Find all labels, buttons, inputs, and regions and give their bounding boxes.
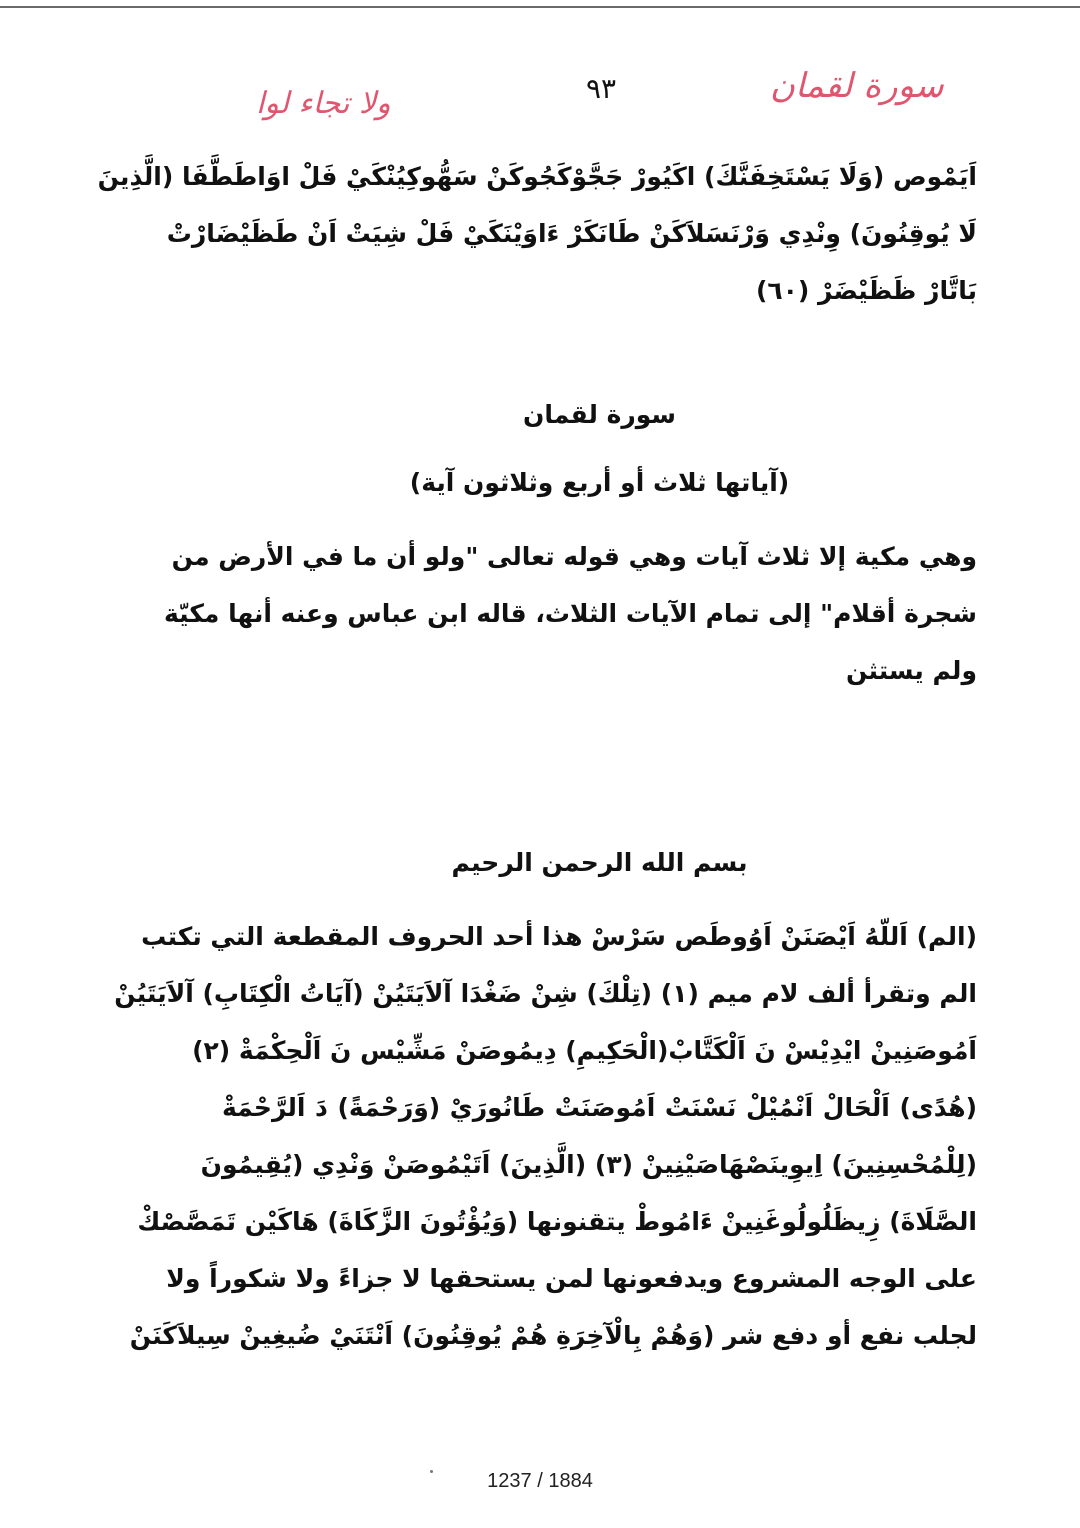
- text-line: على الوجه المشروع ويدفعونها لمن يستحقها لا جزاءً ولا شكوراً ولا: [166, 1264, 977, 1293]
- handwritten-margin-note: ولا تجاء لوا: [256, 86, 391, 121]
- surah-title: سورة لقمان: [523, 400, 676, 429]
- intro-paragraph: [163, 528, 977, 699]
- handwritten-surah-note: سورة لقمان: [770, 66, 944, 106]
- text-line: شجرة أقلام" إلى تمام الآيات الثلاث، قاله ابن عباس وعنه أنها مكيّة: [163, 599, 977, 628]
- page-indicator: 1237 / 1884: [487, 1470, 593, 1492]
- text-line: الم وتقرأ ألف لام ميم (١) (تِلْكَ) شِنْ ضَغْدَا آلاَيَتَيُنْ (آيَاتُ الْكِتَابِ) آلاَيَتَيُنْ: [114, 979, 977, 1008]
- main-paragraph: [114, 908, 977, 1364]
- basmala-heading: بسم الله الرحمن الرحيم: [451, 848, 748, 877]
- text-line: الصَّلَاةَ) زِيظَلُولُوغَنِينْ ءَامُوطْ يتقنونها (وَيُؤْتُونَ الزَّكَاةَ) هَاكَيْن تَمَصَّصْكْ: [137, 1207, 977, 1236]
- text-line: ولم يستثن: [846, 656, 977, 685]
- text-line: (لِلْمُحْسِنِينَ) اِيوِينَصْهَاصَيْنِينْ (٣) (الَّذِينَ) اَتَيْمُوصَنْ وَنْدِي (يُقِيمُونَ: [200, 1150, 977, 1179]
- text-line: لجلب نفع أو دفع شر (وَهُمْ بِالْآخِرَةِ هُمْ يُوقِنُونَ) اَنْتَنَيْ ضُيغِينْ سِيلاَكَنَنْ: [129, 1321, 977, 1350]
- text-line: وهي مكية إلا ثلاث آيات وهي قوله تعالى "ولو أن ما في الأرض من: [171, 542, 977, 571]
- text-line: اَمُوصَنِينْ ايْدِيْسْ نَ اَلْكَتَّابْ(الْحَكِيمِ) دِيمُوصَنْ مَشِّيْس نَ اَلْحِكْمَةْ (٢): [192, 1036, 977, 1065]
- text-line: بَاتَّارْ ظَظَيْضَرْ (٦٠): [755, 276, 977, 305]
- text-line: (هُدًى) اَلْحَالْ اَنْمُيْلْ نَسْنَتْ اَمُوصَنَتْ طَانُورَيْ (وَرَحْمَةً) دَ اَلرَّحْمَةْ: [222, 1093, 977, 1122]
- top-paragraph: [97, 148, 977, 319]
- text-line: لَا يُوقِنُونَ) وِنْدِي وَرْنَسَلاَكَنْ طَانَكَرْ ءَاوَيْنَكَيْ فَلْ شِيَتْ اَنْ طَظَيْضَارْتْ: [166, 219, 977, 248]
- ayat-count: (آياتها ثلاث أو أربع وثلاثون آية): [409, 468, 790, 497]
- text-line: اَيَمْوص (وَلَا يَسْتَخِفَنَّكَ) اكَيُورْ جَجَّوْكَجُوكَنْ سَهُّوكِيُنْكَيْ فَلْ اوَاطَطَّفَا (الَّذِينَ: [97, 162, 977, 191]
- page-number: ٩٣: [585, 72, 617, 105]
- text-line: (الم) اَللّهُ اَيْصَنَنْ اَوُوطَص سَرْسْ هذا أحد الحروف المقطعة التي تكتب: [141, 922, 977, 951]
